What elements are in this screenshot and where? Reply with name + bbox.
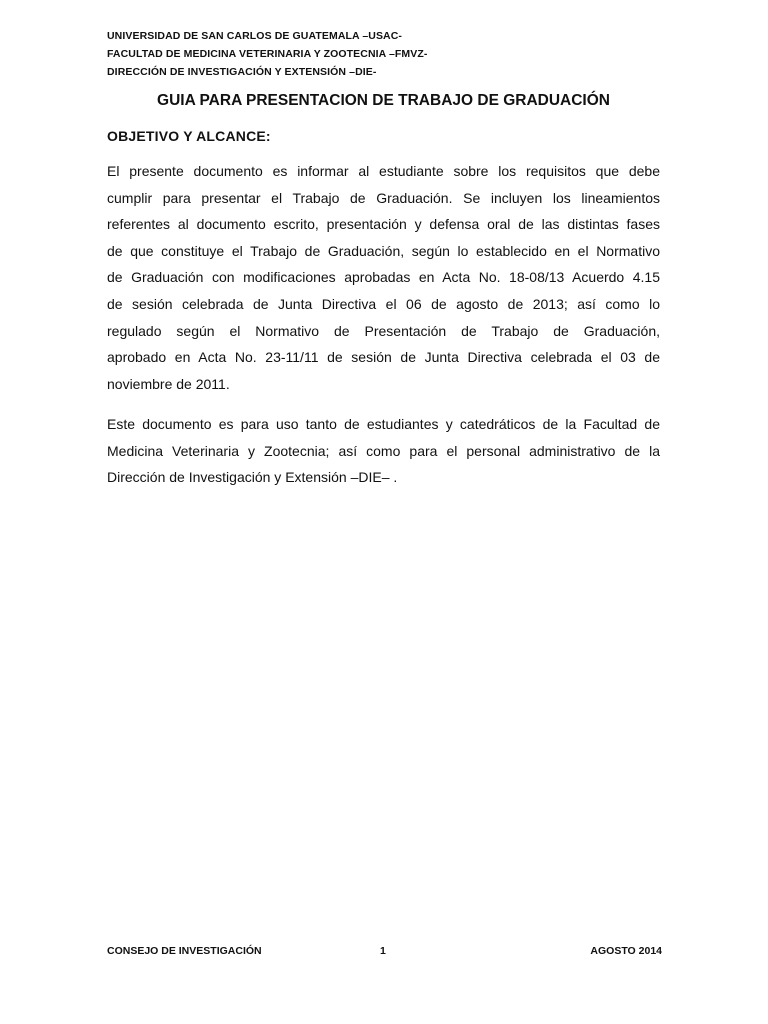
paragraph-line: Este documento es para uso tanto de estudiantes y catedráticos de la Facultad de [107, 416, 660, 432]
paragraph-line: de que constituye el Trabajo de Graduación, según lo establecido en el Normativo [107, 242, 660, 259]
paragraph-line: de sesión celebrada de Junta Directiva el 06 de agosto de 2013; así como lo [107, 295, 660, 312]
paragraph-objective [107, 158, 660, 397]
header-university: UNIVERSIDAD DE SAN CARLOS DE GUATEMALA –USAC- [107, 30, 403, 42]
paragraph-line: El presente documento es informar al estudiante sobre los requisitos que debe [107, 163, 660, 179]
section-heading: OBJETIVO Y ALCANCE: [107, 128, 271, 144]
paragraph-line: cumplir para presentar el Trabajo de Graduación. Se incluyen los lineamientos [107, 189, 660, 206]
footer-council: CONSEJO DE INVESTIGACIÓN [107, 945, 262, 957]
paragraph-line: de Graduación con modificaciones aprobadas en Acta No. 18-08/13 Acuerdo 4.15 [107, 269, 660, 286]
paragraph-line: Dirección de Investigación y Extensión –DIE– . [107, 469, 398, 486]
paragraph-line: Medicina Veterinaria y Zootecnia; así como para el personal administrativo de la [107, 442, 660, 459]
document-footer [107, 945, 662, 961]
page-number: 1 [380, 945, 386, 957]
header-faculty: FACULTAD DE MEDICINA VETERINARIA Y ZOOTECNIA –FMVZ- [107, 48, 428, 60]
document-title: GUIA PARA PRESENTACION DE TRABAJO DE GRADUACIÓN [157, 92, 610, 109]
paragraph-line: aprobado en Acta No. 23-11/11 de sesión de Junta Directiva celebrada el 03 de [107, 349, 660, 366]
paragraph-line: noviembre de 2011. [107, 375, 230, 392]
paragraph-scope [107, 411, 660, 491]
paragraph-line: regulado según el Normativo de Presentación de Trabajo de Graduación, [107, 322, 660, 339]
paragraph-line: referentes al documento escrito, presentación y defensa oral de las distintas fases [107, 216, 660, 233]
header-direction: DIRECCIÓN DE INVESTIGACIÓN Y EXTENSIÓN –DIE- [107, 66, 377, 78]
footer-date: AGOSTO 2014 [590, 945, 662, 957]
document-header [107, 27, 667, 81]
